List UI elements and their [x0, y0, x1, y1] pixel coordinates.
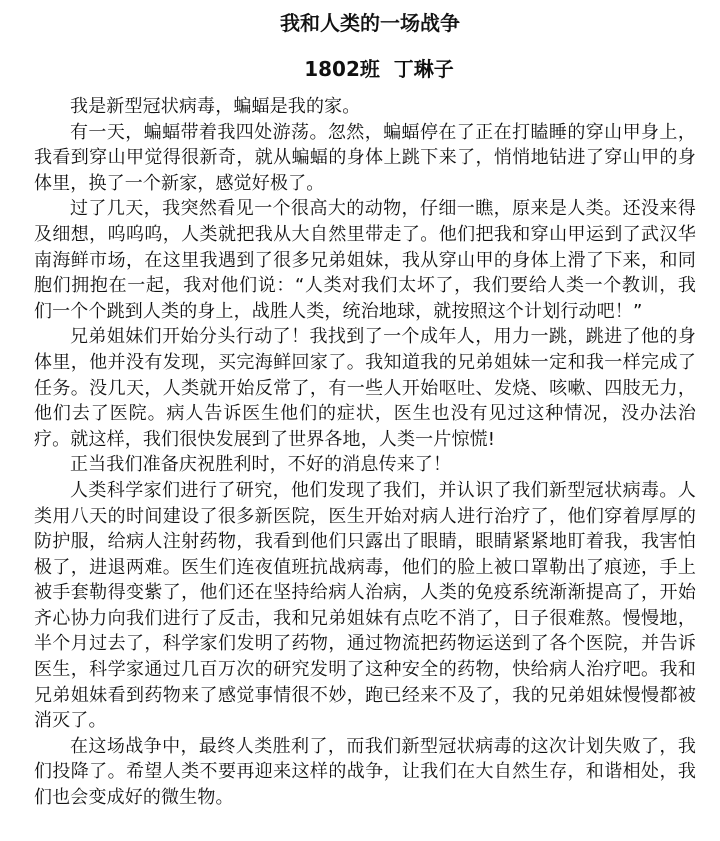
document-title: 我和人类的一场战争 [280, 11, 460, 35]
paragraph: 有一天，蝙蝠带着我四处游荡。忽然，蝙蝠停在了正在打瞌睡的穿山甲身上，我看到穿山甲觉得很新奇，就从蝙蝠的身体上跳下来了，悄悄地钻进了穿山甲的身体里，换了一个新家，感觉好极了。 [34, 121, 696, 194]
author-line: 1802班 丁琳子 [304, 57, 454, 81]
paragraph: 在这场战争中，最终人类胜利了，而我们新型冠状病毒的这次计划失败了，我们投降了。希望人类不要再迎来这样的战争，让我们在大自然生存，和谐相处，我们也会变成好的微生物。 [34, 735, 696, 809]
paragraph: 兄弟姐妹们开始分头行动了！我找到了一个成年人，用力一跳，跳进了他的身体里，他并没有发现，买完海鲜回家了。我知道我的兄弟姐妹一定和我一样完成了任务。没几天，人类就开始反常了，有一些人开始呕吐、发烧、咳嗽、四肢无力，他们去了医院。病人告诉医生他们的症状，医生也没有见过这种情况，没办法治疗。就这样，我们很快发展到了世界各地，人类一片惊慌! [34, 326, 696, 450]
paragraph: 人类科学家们进行了研究，他们发现了我们，并认识了我们新型冠状病毒。人类用八天的时间建设了很多新医院，医生开始对病人进行治疗了，他们穿着厚厚的防护服，给病人注射药物，我看到他们只露出了眼睛，眼睛紧紧地盯着我，我害怕极了，进退两难。医生们连夜值班抗战病毒，他们的脸上被口罩勒出了痕迹，手上被手套勒得变紫了，他们还在坚持给病人治病，人类的免疫系统渐渐提高了，开始齐心协力向我们进行了反击，我和兄弟姐妹有点吃不消了，日子很难熬。慢慢地，半个月过去了，科学家们发明了药物，通过物流把药物运送到了各个医院，并告诉医生，科学家通过几百万次的研究发明了这种安全的药物，快给病人治疗吧。我和兄弟姐妹看到药物来了感觉事情很不妙，跑已经来不及了，我的兄弟姐妹慢慢都被消灭了。 [34, 479, 696, 732]
paragraph: 我是新型冠状病毒，蝙蝠是我的家。 [70, 96, 361, 117]
essay-body [34, 94, 696, 811]
paragraph: 正当我们准备庆祝胜利时，不好的消息传来了！ [70, 454, 452, 476]
paragraph: 过了几天，我突然看见一个很高大的动物，仔细一瞧，原来是人类。还没来得及细想，呜呜呜，人类就把我从大自然里带走了。他们把我和穿山甲运到了武汉华南海鲜市场，在这里我遇到了很多兄弟姐妹，我从穿山甲的身体上滑了下来，和同胞们拥抱在一起，我对他们说：“人类对我们太坏了，我们要给人类一个教训，我们一个个跳到人类的身上，战胜人类，统治地球，就按照这个计划行动吧！” [34, 198, 696, 322]
